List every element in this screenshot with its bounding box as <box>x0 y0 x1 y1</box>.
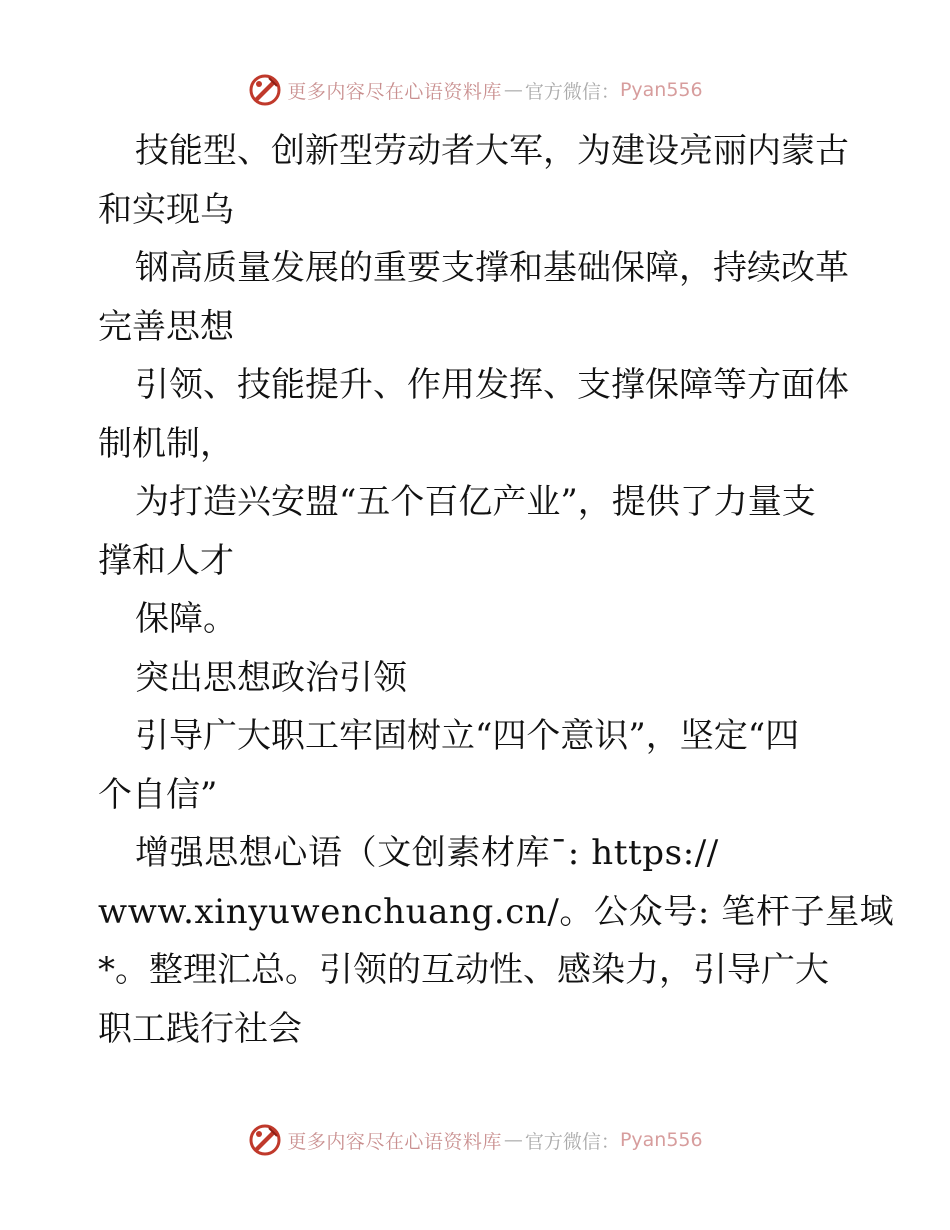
banner-text: 更多内容尽在心语资料库 <box>287 1130 502 1153</box>
brand-logo-icon <box>247 1122 283 1158</box>
banner-wechat-label: 官方微信： <box>524 80 620 103</box>
banner-wechat-id: Pyan556 <box>619 79 703 101</box>
text-line: 个自信” <box>98 774 218 815</box>
banner-wechat-id: Pyan556 <box>619 1129 703 1151</box>
text-line: 制机制， <box>98 423 234 464</box>
text-line: 和实现乌 <box>98 189 234 230</box>
header-banner <box>0 70 950 110</box>
text-line: 撑和人才 <box>98 540 234 581</box>
brand-logo-icon <box>247 72 283 108</box>
text-line: 保障。 <box>135 599 237 639</box>
footer-banner <box>0 1120 950 1160</box>
text-line: 完善思想 <box>98 306 234 347</box>
banner-wechat-label: 官方微信： <box>524 1130 620 1153</box>
text-line: www.xinyuwenchuang.cn/。公众号: 笔杆子星域 <box>98 891 895 932</box>
text-line: *。整理汇总。引领的互动性、感染力，引导广大 <box>98 950 829 990</box>
text-line: 引领、技能提升、作用发挥、支撑保障等方面体 <box>135 365 849 405</box>
text-line: 为打造兴安盟“五个百亿产业”，提供了力量支 <box>135 482 816 522</box>
text-line: 职工践行社会 <box>98 1008 302 1049</box>
banner-separator: — <box>503 79 523 101</box>
document-body <box>98 122 895 1058</box>
text-line: 增强思想心语（文创素材库¯: https:// <box>135 833 719 873</box>
text-line: 钢高质量发展的重要支撑和基础保障，持续改革 <box>135 248 849 288</box>
text-line: 引导广大职工牢固树立“四个意识”，坚定“四 <box>135 716 800 756</box>
banner-text: 更多内容尽在心语资料库 <box>287 80 502 103</box>
section-heading: 突出思想政治引领 <box>135 657 407 698</box>
banner-separator: — <box>503 1129 523 1151</box>
text-line: 技能型、创新型劳动者大军，为建设亮丽内蒙古 <box>135 131 849 171</box>
